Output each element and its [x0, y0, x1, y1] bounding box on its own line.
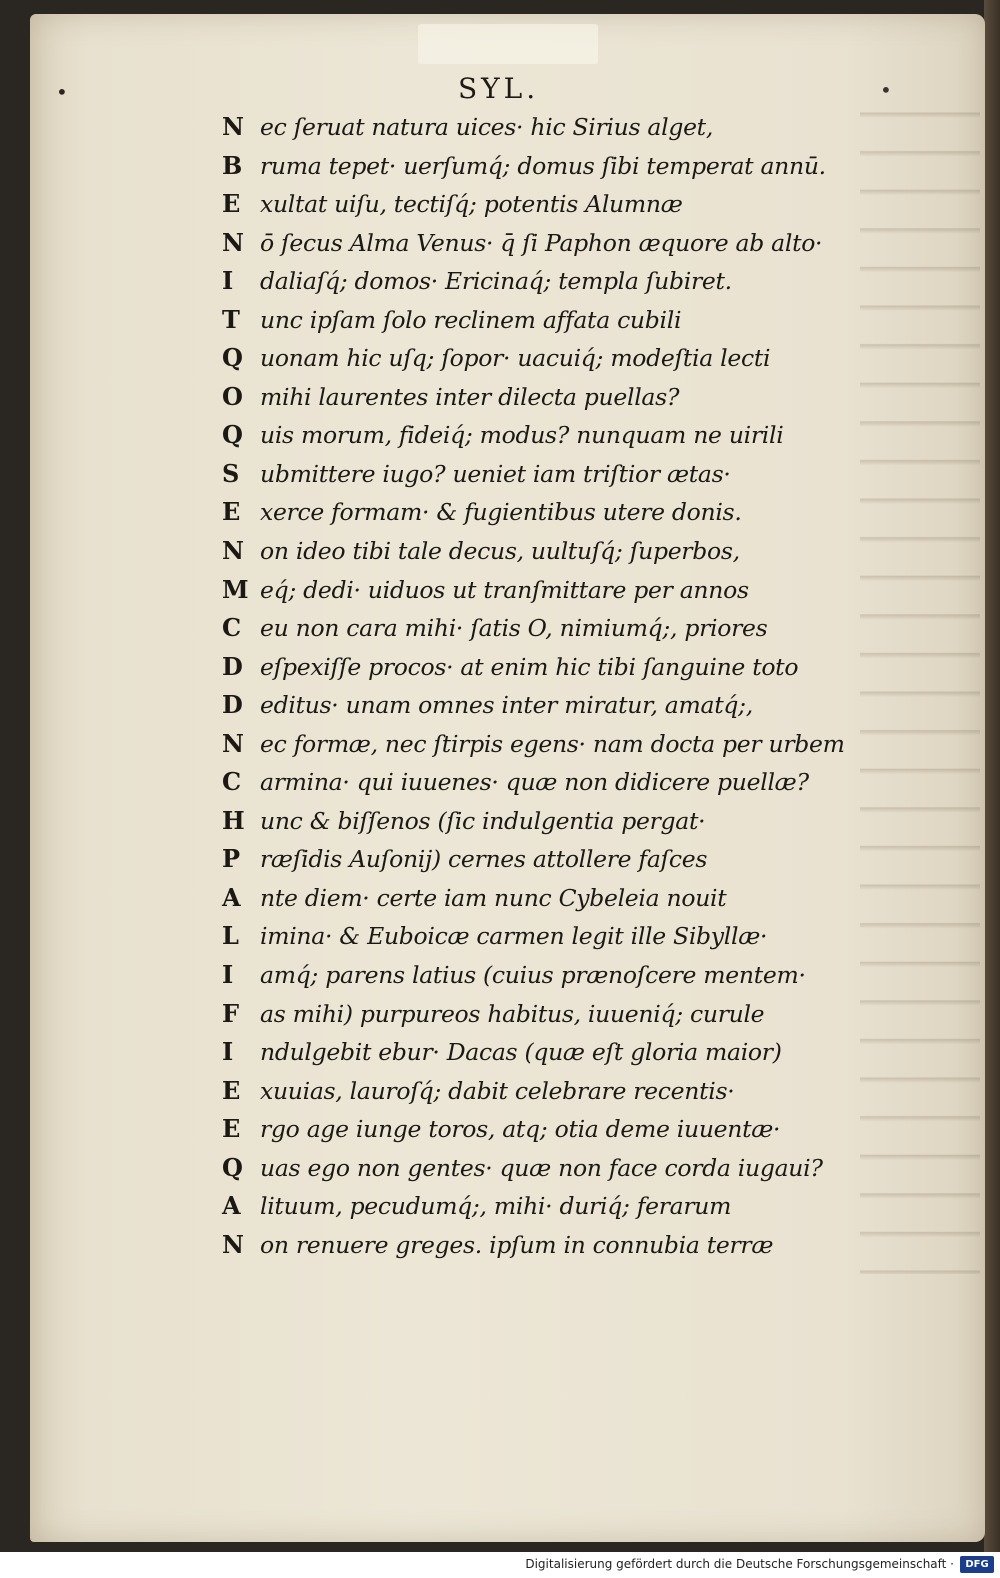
verse-initial: A: [222, 1191, 241, 1221]
verse-text: ubmittere iugo? ueniet iam triſtior ætas·: [260, 459, 731, 488]
verse-initial: P: [222, 844, 241, 874]
verse-initial: E: [222, 1114, 241, 1144]
verse-line: [222, 921, 922, 960]
verse-block: [222, 112, 922, 1268]
verse-text: as mihi) purpureos habitus, iuueniq́; curule: [260, 999, 765, 1028]
verse-initial: C: [222, 613, 242, 643]
verse-text: ec ſeruat natura uices· hic Sirius alget,: [260, 113, 713, 141]
verse-initial: H: [222, 805, 245, 835]
verse-text: lituum, pecudumq́;, mihi· duriq́; ferarum: [260, 1192, 732, 1221]
verse-line: [222, 652, 922, 691]
verse-text: on renuere greges. ipſum in connubia terræ: [260, 1230, 774, 1259]
verse-text: eq́; dedi· uiduos ut tranſmittare per annos: [260, 575, 749, 604]
verse-line: [222, 767, 922, 806]
verse-line: [222, 382, 922, 421]
verse-initial: D: [222, 651, 243, 681]
verse-line: [222, 960, 922, 999]
verse-text: ræſidis Auſonij) cernes attollere faſces: [260, 845, 708, 874]
verse-initial: N: [222, 112, 244, 141]
verse-line: [222, 1191, 922, 1230]
verse-initial: T: [222, 304, 240, 334]
footer-bar: [0, 1552, 1000, 1578]
verse-line: [222, 1230, 922, 1269]
margin-mark: •: [56, 80, 68, 104]
verse-initial: A: [222, 882, 241, 912]
verse-text: unc ipſam ſolo reclinem affata cubili: [260, 305, 682, 334]
dfg-logo: DFG: [960, 1556, 994, 1573]
verse-text: uas ego non gentes· quæ non face corda iugaui?: [260, 1153, 823, 1182]
verse-text: ec formæ, nec ſtirpis egens· nam docta per urbem: [260, 729, 845, 758]
verse-text: xultat uiſu, tectiſq́; potentis Alumnæ: [260, 190, 683, 219]
verse-line: [222, 806, 922, 845]
paper-repair-patch: [418, 24, 598, 64]
verse-initial: E: [222, 497, 241, 527]
verse-text: eſpexiſſe procos· at enim hic tibi ſanguine toto: [260, 652, 799, 681]
verse-text: uonam hic uſq; ſopor· uacuiq́; modeſtia lecti: [260, 344, 771, 373]
verse-text: on ideo tibi tale decus, uultuſq́; ſuperbos,: [260, 537, 740, 566]
verse-text: ō ſecus Alma Venus· q̄ ſi Paphon æquore ab alto·: [260, 228, 823, 257]
verse-line: [222, 228, 922, 267]
verse-line: [222, 844, 922, 883]
verse-line: [222, 459, 922, 498]
verse-initial: N: [222, 728, 244, 758]
verse-initial: M: [222, 574, 249, 604]
verse-initial: E: [222, 189, 241, 219]
verse-line: [222, 1153, 922, 1192]
verse-text: xerce formam· & fugientibus utere donis.: [260, 498, 742, 527]
verse-text: armina· qui iuuenes· quæ non didicere puellæ?: [260, 768, 809, 797]
verse-text: imina· & Euboicæ carmen legit ille Sibyllæ·: [260, 922, 768, 951]
verse-line: [222, 112, 922, 151]
verse-text: uis morum, fideiq́; modus? nunquam ne uirili: [260, 421, 784, 450]
verse-initial: E: [222, 1075, 241, 1105]
verse-line: [222, 151, 922, 190]
verse-text: unc & biſſenos (ſic indulgentia pergat·: [260, 806, 706, 835]
verse-text: rgo age iunge toros, atq; otia deme iuuentæ·: [260, 1115, 781, 1144]
verse-text: eu non cara mihi· ſatis O, nimiumq́;, priores: [260, 614, 768, 643]
verse-initial: N: [222, 1229, 244, 1259]
verse-initial: Q: [222, 420, 243, 450]
verse-initial: N: [222, 227, 244, 257]
verse-initial: L: [222, 921, 239, 951]
verse-initial: I: [222, 266, 234, 296]
verse-initial: D: [222, 690, 243, 720]
verse-line: [222, 575, 922, 614]
verse-line: [222, 266, 922, 305]
verse-initial: F: [222, 998, 240, 1028]
verse-line: [222, 690, 922, 729]
verse-line: [222, 343, 922, 382]
verse-initial: C: [222, 767, 242, 797]
verse-initial: N: [222, 536, 244, 566]
verse-text: nte diem· certe iam nunc Cybeleia nouit: [260, 883, 727, 912]
verse-text: amq́; parens latius (cuius prænoſcere mentem·: [260, 961, 806, 990]
verse-line: [222, 1114, 922, 1153]
verse-text: ndulgebit ebur· Dacas (quæ eſt gloria maior): [260, 1038, 782, 1067]
verse-text: mihi laurentes inter dilecta puellas?: [260, 382, 680, 411]
verse-initial: S: [222, 458, 240, 488]
running-head: SYL.: [458, 72, 540, 105]
verse-text: daliaſq́; domos· Ericinaq́; templa ſubiret.: [260, 267, 732, 296]
verse-line: [222, 883, 922, 922]
verse-line: [222, 1076, 922, 1115]
verse-line: [222, 536, 922, 575]
verse-line: [222, 497, 922, 536]
verse-initial: I: [222, 960, 234, 990]
verse-initial: O: [222, 381, 243, 411]
verse-line: [222, 729, 922, 768]
verse-line: [222, 420, 922, 459]
verse-text: editus· unam omnes inter miratur, amatq́;,: [260, 691, 753, 720]
verse-initial: Q: [222, 1152, 243, 1182]
verse-text: xuuias, lauroſq́; dabit celebrare recentis·: [260, 1076, 735, 1105]
verse-line: [222, 1037, 922, 1076]
verse-line: [222, 613, 922, 652]
verse-initial: Q: [222, 343, 243, 373]
verse-text: ruma tepet· uerſumq́; domus ſibi temperat annū.: [260, 151, 826, 180]
book-edge: [984, 0, 1000, 1552]
verse-initial: I: [222, 1037, 234, 1067]
verse-line: [222, 999, 922, 1038]
verse-initial: B: [222, 150, 243, 180]
folio-mark: •: [880, 78, 892, 102]
verse-line: [222, 305, 922, 344]
verse-line: [222, 189, 922, 228]
funding-notice: Digitalisierung gefördert durch die Deutsche Forschungsgemeinschaft ·: [525, 1557, 954, 1571]
